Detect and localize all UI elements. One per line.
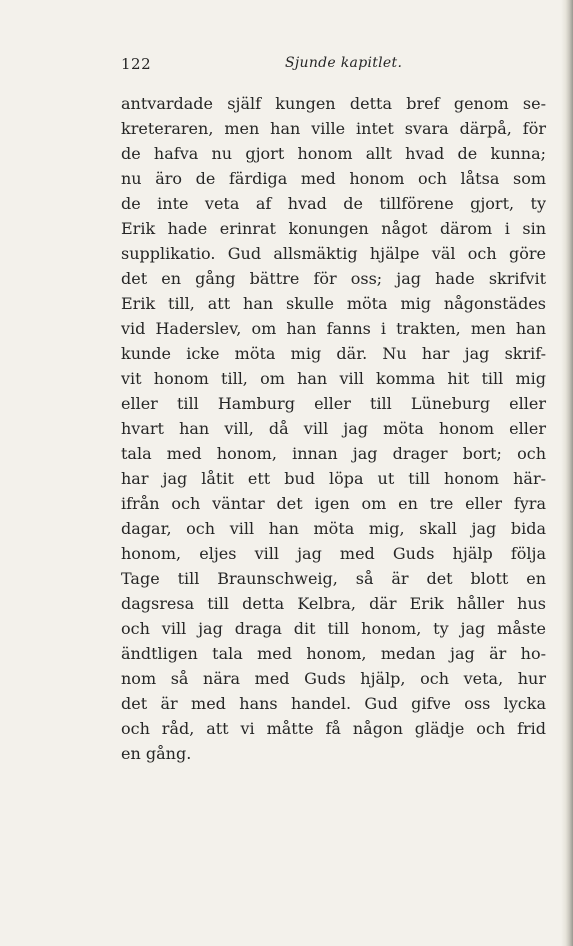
text-line: ifrån och väntar det igen om en tre eller fyra: [121, 494, 546, 513]
text-line: honom, eljes vill jag med Guds hjälp följa: [121, 544, 546, 563]
text-line: tala med honom, innan jag drager bort; och: [121, 444, 546, 463]
page-number: 122: [121, 55, 152, 73]
text-line: nu äro de färdiga med honom och låtsa som: [121, 169, 546, 188]
text-line: har jag låtit ett bud löpa ut till honom här-: [121, 469, 546, 488]
running-head: Sjunde kapitlet.: [285, 55, 403, 71]
text-line: vid Haderslev, om han fanns i trakten, men han: [121, 319, 546, 338]
text-line: de inte veta af hvad de tillförene gjort, ty: [121, 194, 546, 213]
text-line: det en gång bättre för oss; jag hade skrifvit: [121, 269, 546, 288]
text-line: eller till Hamburg eller till Lüneburg eller: [121, 394, 546, 413]
text-line: Erik hade erinrat konungen något därom i sin: [121, 219, 546, 238]
text-line: en gång.: [121, 744, 192, 763]
text-line: kunde icke möta mig där. Nu har jag skrif-: [121, 344, 546, 363]
text-line: supplikatio. Gud allsmäktig hjälpe väl och göre: [121, 244, 546, 263]
text-line: ändtligen tala med honom, medan jag är ho-: [121, 644, 546, 663]
text-line: det är med hans handel. Gud gifve oss lycka: [121, 694, 546, 713]
text-line: de hafva nu gjort honom allt hvad de kunna;: [121, 144, 546, 163]
text-line: kreteraren, men han ville intet svara därpå, för: [121, 119, 546, 138]
body-text: [121, 91, 546, 766]
page-edge-shadow: [561, 0, 573, 946]
text-line: vit honom till, om han vill komma hit till mig: [121, 369, 546, 388]
text-line: dagar, och vill han möta mig, skall jag bida: [121, 519, 546, 538]
text-line: Tage till Braunschweig, så är det blott en: [121, 569, 546, 588]
text-line: hvart han vill, då vill jag möta honom eller: [121, 419, 546, 438]
text-line: och råd, att vi måtte få någon glädje och frid: [121, 719, 546, 738]
text-line: Erik till, att han skulle möta mig någonstädes: [121, 294, 546, 313]
page-header: [121, 55, 546, 77]
text-line: nom så nära med Guds hjälp, och veta, hur: [121, 669, 546, 688]
text-line: och vill jag draga dit till honom, ty jag måste: [121, 619, 546, 638]
text-line: antvardade själf kungen detta bref genom se-: [121, 94, 546, 113]
text-line: dagsresa till detta Kelbra, där Erik håller hus: [121, 594, 546, 613]
